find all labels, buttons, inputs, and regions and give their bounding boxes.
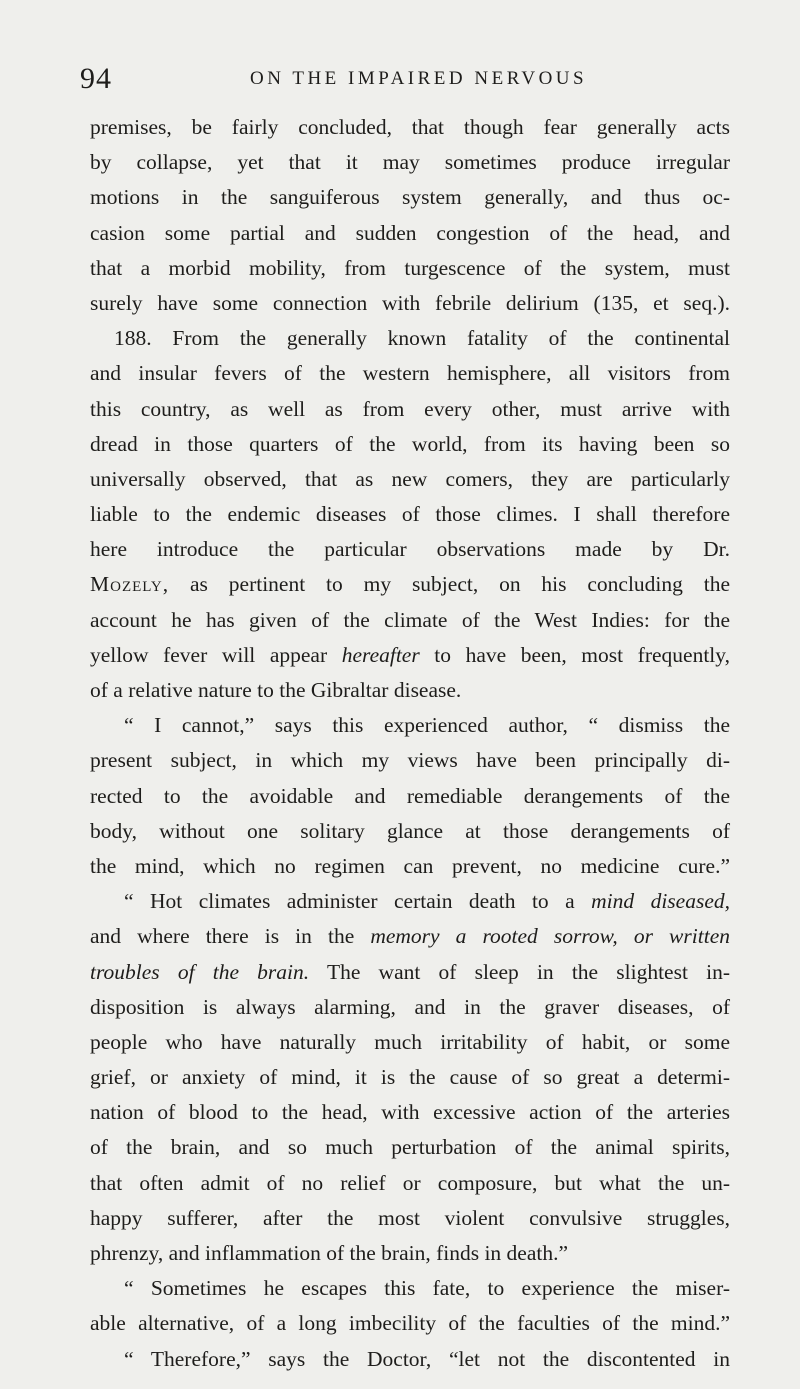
text-line: able alternative, of a long imbecility of the faculties of the mind.” [90, 1311, 730, 1336]
italic-hereafter: hereafter [341, 642, 420, 667]
text-line: present subject, in which my views have been principally di- [90, 748, 730, 773]
text-line: nation of blood to the head, with excessive action of the arteries [90, 1100, 730, 1125]
text-line: of the brain, and so much perturbation of the animal spirits, [90, 1135, 730, 1160]
quote-start: “ I cannot,” says this experienced author, “ dismiss the [124, 713, 730, 738]
text-line: account he has given of the climate of the West Indies: for the [90, 607, 730, 632]
text-segment: as pertinent to my subject, on his concluding the [190, 572, 731, 597]
text-line: disposition is always alarming, and in the graver diseases, of [90, 994, 730, 1019]
text-line: body, without one solitary glance at those derangements of [90, 818, 730, 843]
text-segment: to have been, most frequently, [434, 642, 731, 667]
text-line: and insular fevers of the western hemisphere, all visitors from [90, 361, 730, 386]
text-line: rected to the avoidable and remediable derangements of the [90, 783, 730, 808]
page-header [80, 62, 720, 102]
text-segment: The want of sleep in the slightest in- [326, 959, 730, 984]
text-line: “ Therefore,” says the Doctor, “let not the discontented in [124, 1346, 730, 1371]
text-line [90, 919, 730, 954]
text-line: surely have some connection with febrile delirium (135, et seq.). [90, 290, 730, 315]
text-line: that a morbid mobility, from turgescence of the system, must [90, 255, 730, 280]
italic-troubles-phrase: troubles of the brain. [90, 959, 310, 984]
text-line [90, 884, 730, 919]
italic-mind-diseased: mind diseased, [591, 889, 730, 914]
paragraph-188-start: 188. From the generally known fatality of the continental [114, 326, 730, 351]
text-line: people who have naturally much irritability of habit, or some [90, 1029, 730, 1054]
text-segment: yellow fever will appear [90, 642, 328, 667]
page-number: 94 [80, 62, 112, 95]
text-line [90, 567, 730, 602]
text-line: universally observed, that as new comers, they are particularly [90, 466, 730, 491]
text-line: of a relative nature to the Gibraltar disease. [90, 678, 462, 702]
text-line: phrenzy, and inflammation of the brain, finds in death.” [90, 1241, 569, 1265]
italic-memory-phrase: memory a rooted sorrow, or written [370, 924, 730, 949]
text-segment: “ Hot climates administer certain death to a [124, 889, 575, 914]
text-line: the mind, which no regimen can prevent, no medicine cure.” [90, 853, 730, 878]
running-title: ON THE IMPAIRED NERVOUS [250, 68, 588, 89]
text-line: liable to the endemic diseases of those climes. I shall therefore [90, 502, 730, 527]
text-line [90, 955, 730, 990]
text-line: this country, as well as from every other, must arrive with [90, 396, 730, 421]
text-line: motions in the sanguiferous system generally, and thus oc- [90, 185, 730, 210]
text-line: happy sufferer, after the most violent convulsive struggles, [90, 1205, 730, 1230]
text-segment: and where there is in the [90, 924, 355, 949]
text-line: here introduce the particular observations made by Dr. [90, 537, 730, 562]
text-line: that often admit of no relief or composure, but what the un- [90, 1170, 730, 1195]
text-line: casion some partial and sudden congestion of the head, and [90, 220, 730, 245]
author-name: Mozely, [90, 572, 170, 597]
text-line: dread in those quarters of the world, from its having been so [90, 431, 730, 456]
body-text [90, 110, 730, 1377]
text-line [90, 638, 730, 673]
text-line: by collapse, yet that it may sometimes produce irregular [90, 150, 730, 175]
text-line: grief, or anxiety of mind, it is the cause of so great a determi- [90, 1065, 730, 1090]
text-line: premises, be fairly concluded, that though fear generally acts [90, 115, 730, 139]
text-line: “ Sometimes he escapes this fate, to experience the miser- [124, 1276, 730, 1301]
